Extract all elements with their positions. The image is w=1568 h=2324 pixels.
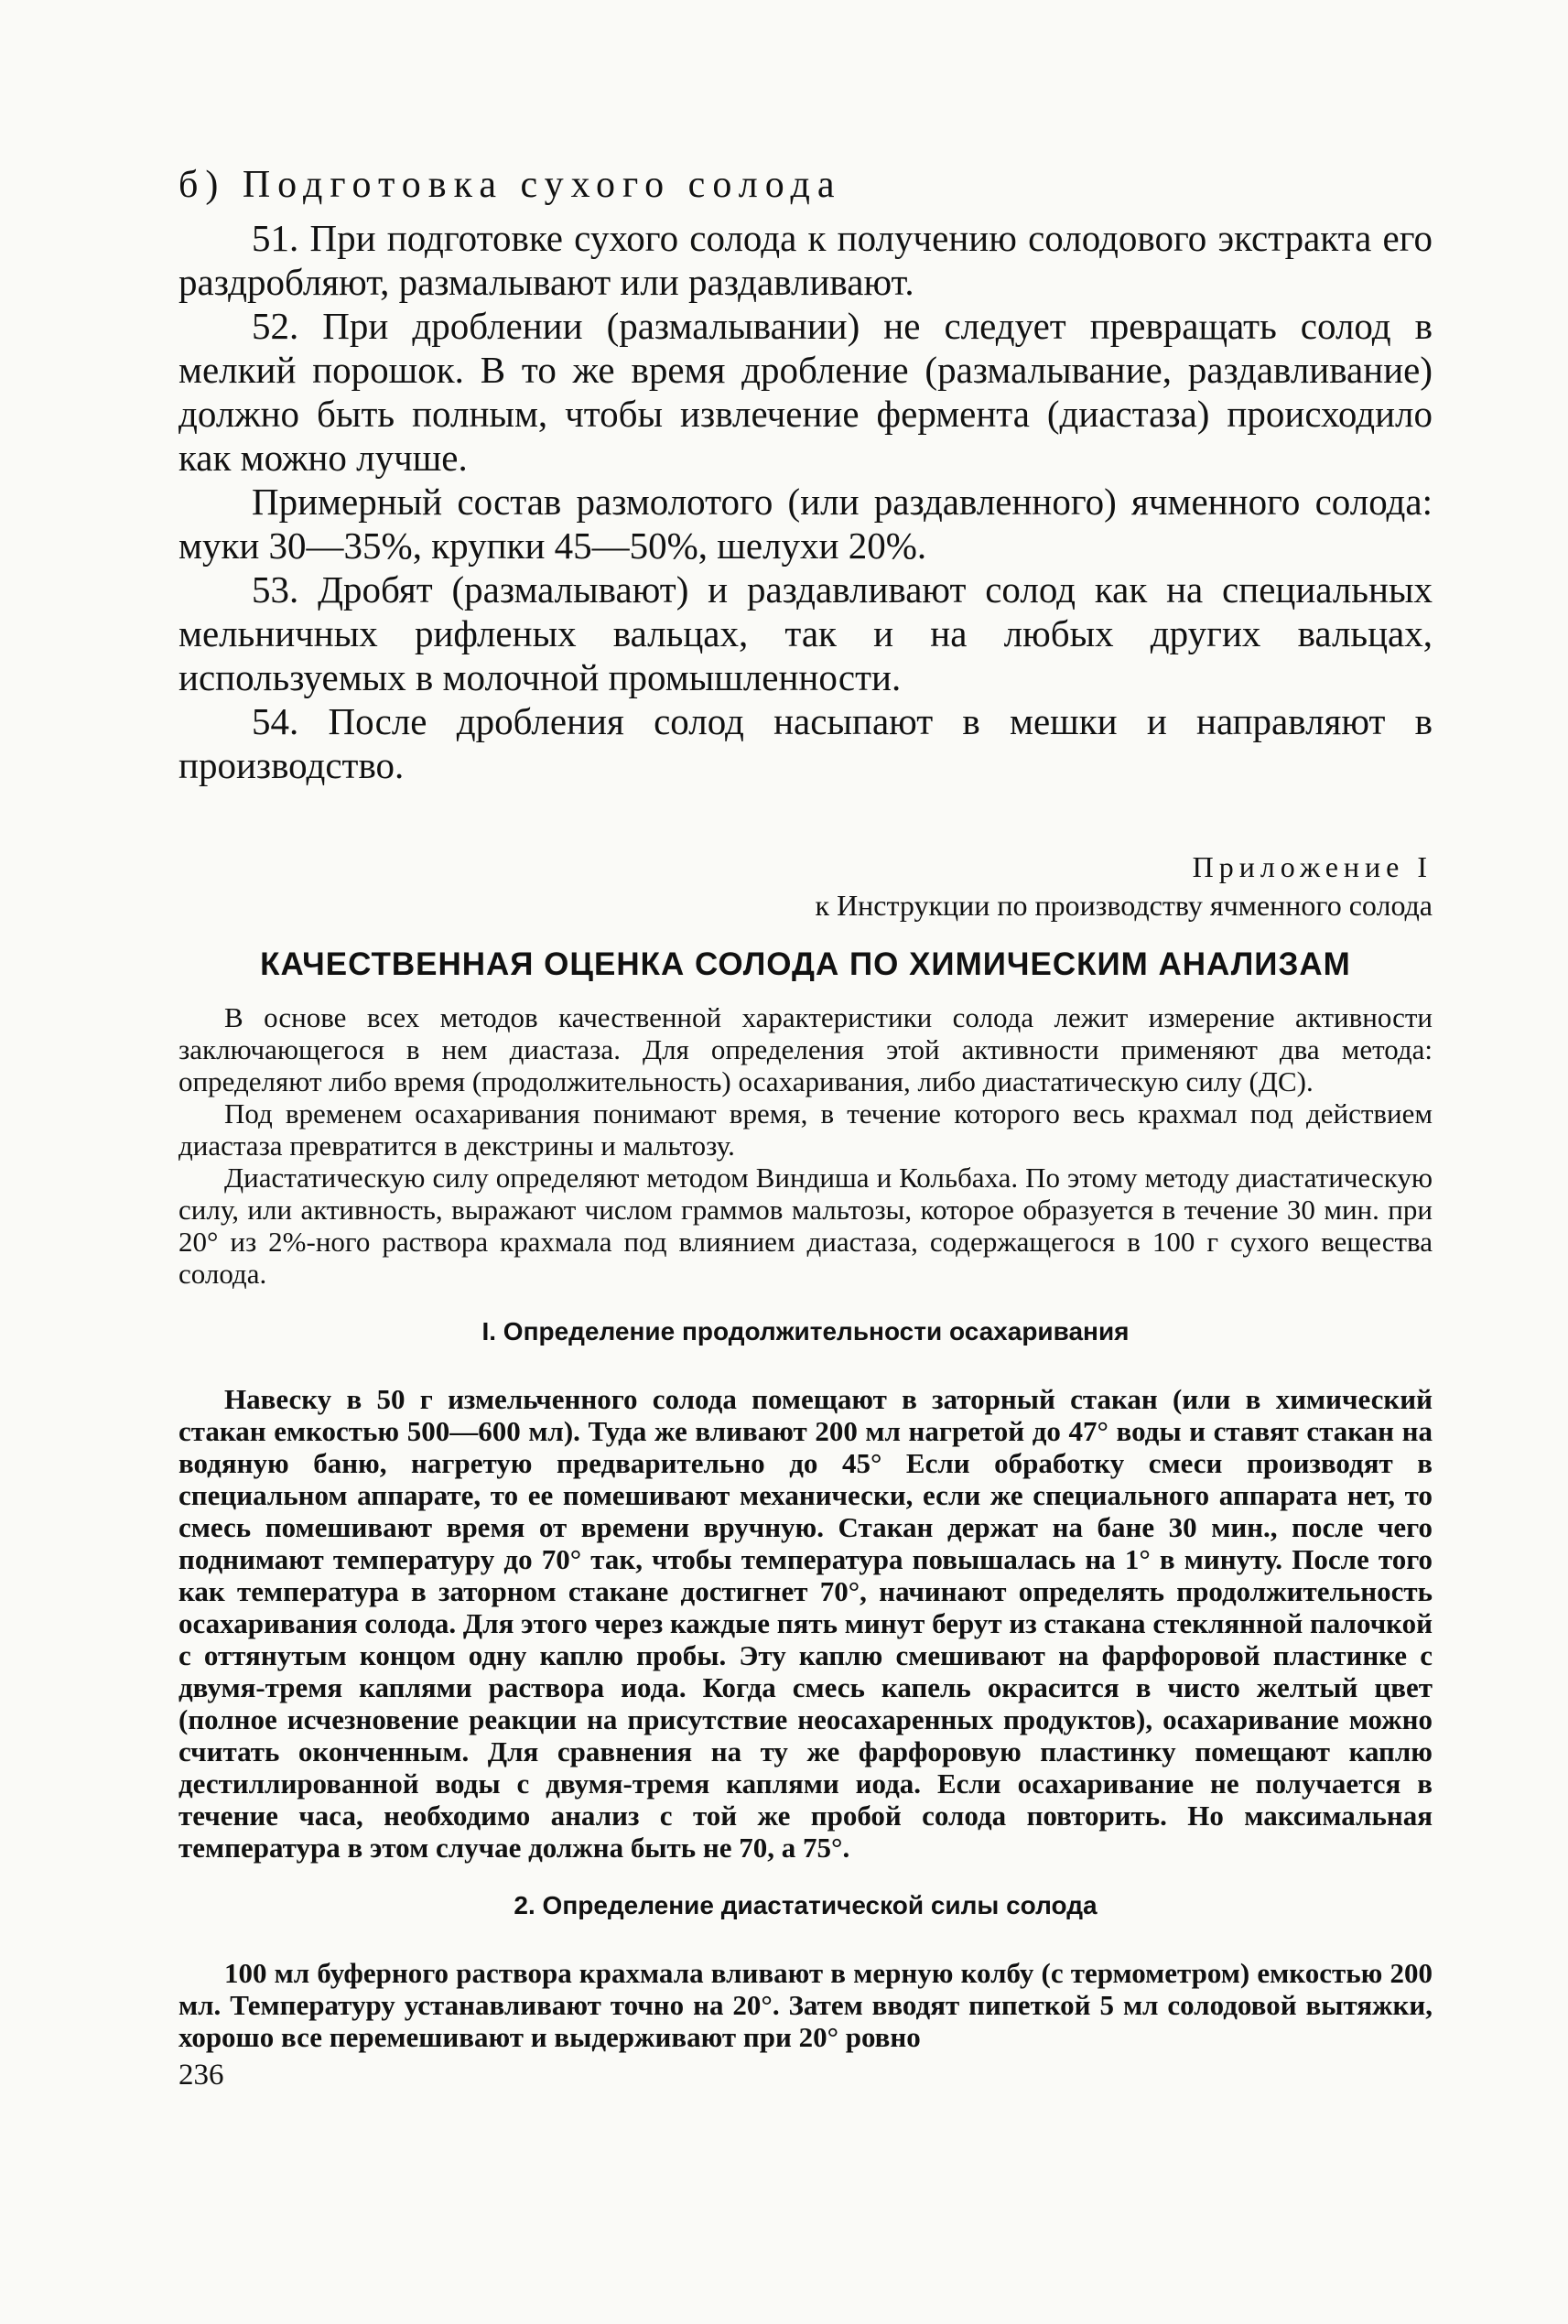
intro-paragraph-1: В основе всех методов качественной характеристики солода лежит измерение активности заключающегося в нем диастаза. Для определения этой активности применяют два метода: определяют либо время (продолжительность) осахаривания, либо диастатическую силу (ДС).: [178, 1001, 1433, 1097]
appendix-intro: [178, 1001, 1433, 1290]
section-b: [178, 163, 1433, 787]
appendix-title: КАЧЕСТВЕННАЯ ОЦЕНКА СОЛОДА ПО ХИМИЧЕСКИМ АНАЛИЗАМ: [260, 946, 1351, 982]
section-2-paragraph: 100 мл буферного раствора крахмала вливают в мерную колбу (с термометром) емкостью 200 мл. Температуру устанавливают точно на 20°. Затем вводят пипеткой 5 мл солодовой вытяжки, хорошо все перемешивают и выдерживают при 20° ровно: [178, 1957, 1433, 2053]
intro-paragraph-3: Диастатическую силу определяют методом Виндиша и Кольбаха. По этому методу диастатическую силу, или активность, выражают числом граммов мальтозы, которое образуется в течение 30 мин. при 20° из 2%-ного раствора крахмала под влиянием диастаза, содержащегося в 100 г сухого вещества солода.: [178, 1162, 1433, 1290]
section-1-title: I. Определение продолжительности осахаривания: [481, 1317, 1130, 1346]
paragraph-53: 53. Дробят (размалывают) и раздавливают солод как на специальных мельничных рифленых вальцах, так и на любых других вальцах, используемых в молочной промышленности.: [178, 568, 1433, 698]
page-number: 236: [178, 2059, 224, 2092]
paragraph-composition: Примерный состав размолотого (или раздавленного) ячменного солода: муки 30—35%, крупки 45—50%, шелухи 20%.: [178, 481, 1433, 567]
section-2-body: [178, 1957, 1433, 2053]
document-page: [178, 163, 1433, 2092]
appendix-subtitle: к Инструкции по производству ячменного солода: [815, 889, 1433, 922]
appendix-header: [178, 848, 1433, 924]
paragraph-54: 54. После дробления солод насыпают в мешки и направляют в производство.: [178, 700, 1433, 786]
intro-paragraph-2: Под временем осахаривания понимают время, в течение которого весь крахмал под действием диастаза превратится в декстрины и мальтозу.: [178, 1097, 1433, 1162]
paragraph-51: 51. При подготовке сухого солода к получению солодового экстракта его раздробляют, размалывают или раздавливают.: [178, 217, 1433, 303]
section-1-paragraph: Навеску в 50 г измельченного солода помещают в заторный стакан (или в химический стакан емкостью 500—600 мл). Туда же вливают 200 мл нагретой до 47° воды и ставят стакан на водяную баню, нагретую предварительно до 45° Если обработку смеси производят в специальном аппарате, то ее помешивают механически, если же специального аппарата нет, то смесь помешивают время от времени вручную. Стакан держат на бане 30 мин., после чего поднимают температуру до 70° так, чтобы температура повышалась на 1° в минуту. После того как температура в заторном стакане достигнет 70°, начинают определять продолжительность осахаривания солода. Для этого через каждые пять минут берут из стакана стеклянной палочкой с оттянутым концом одну каплю пробы. Эту каплю смешивают на фарфоровой пластинке с двумя-тремя каплями раствора иода. Когда смесь капель окрасится в чисто желтый цвет (полное исчезновение реакции на присутствие неосахаренных продуктов), осахаривание можно считать оконченным. Для сравнения на ту же фарфоровую пластинку помещают каплю дестиллированной воды с двумя-тремя каплями иода. Если осахаривание не получается в течение часа, необходимо анализ с той же пробой солода повторить. Но максимальная температура в этом случае должна быть не 70, а 75°.: [178, 1383, 1433, 1864]
section-b-heading: б) Подготовка сухого солода: [178, 164, 842, 206]
section-2-title: 2. Определение диастатической силы солода: [514, 1891, 1098, 1919]
paragraph-52: 52. При дроблении (размалывании) не следует превращать солод в мелкий порошок. В то же время дробление (размалывание, раздавливание) должно быть полным, чтобы извлечение фермента (диастаза) происходило как можно лучше.: [178, 305, 1433, 479]
section-1-body: [178, 1383, 1433, 1864]
appendix-label: Приложение I: [1192, 850, 1433, 883]
